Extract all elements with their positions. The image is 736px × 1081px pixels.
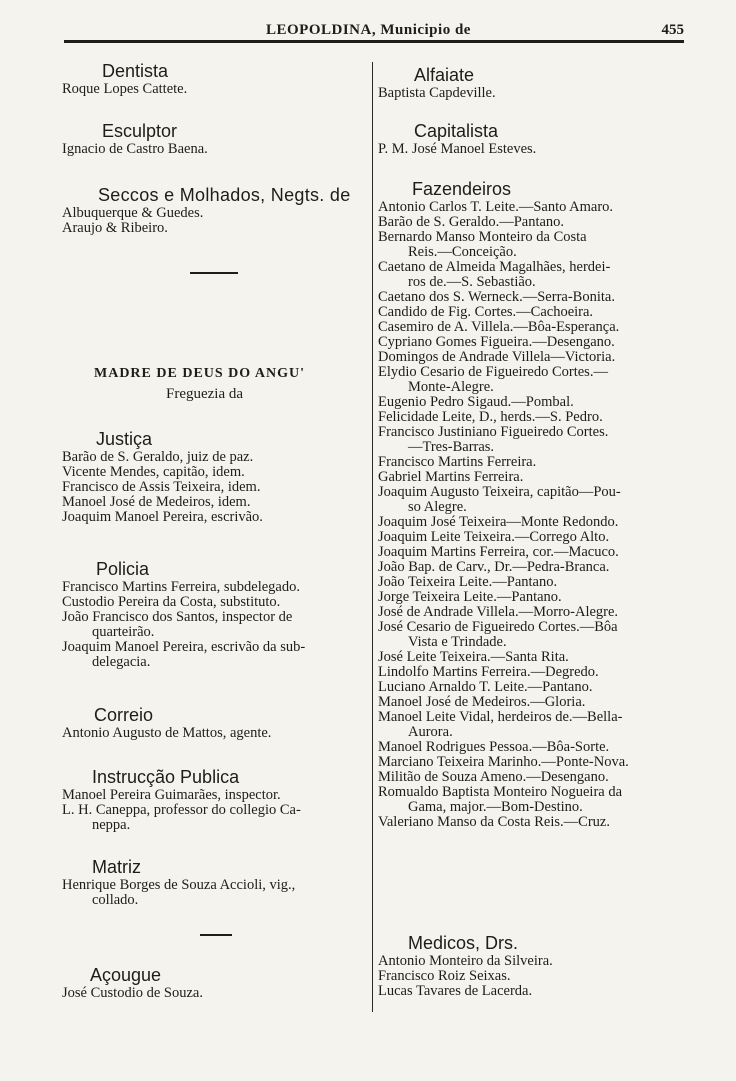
list-item: João Bap. de Carv., Dr.—Pedra-Branca. (378, 560, 610, 575)
list-item: Elydio Cesario de Figueiredo Cortes.— (378, 365, 608, 380)
list-item: Araujo & Ribeiro. (62, 221, 168, 236)
list-item: —Tres-Barras. (408, 440, 495, 455)
list-item: João Teixeira Leite.—Pantano. (378, 575, 558, 590)
list-item: Gabriel Martins Ferreira. (378, 470, 524, 485)
list-item: Felicidade Leite, D., herds.—S. Pedro. (378, 410, 603, 425)
list-item: Manoel José de Medeiros.—Gloria. (378, 695, 586, 710)
list-item: Francisco Justiniano Figueiredo Cortes. (378, 425, 609, 440)
list-item: Henrique Borges de Souza Accioli, vig., (62, 878, 296, 893)
section-fazendeiros (378, 178, 684, 830)
section-heading: Instrucção Publica (92, 767, 240, 787)
section-instruccao (62, 766, 368, 833)
section-correio (62, 704, 368, 741)
section-heading: Alfaiate (414, 65, 475, 85)
column-divider (372, 62, 373, 1012)
list-item: Domingos de Andrade Villela—Victoria. (378, 350, 616, 365)
list-item: Eugenio Pedro Sigaud.—Pombal. (378, 395, 574, 410)
section-matriz (62, 856, 368, 908)
parish-title: MADRE DE DEUS DO ANGU' (94, 366, 306, 381)
section-capitalista (378, 120, 684, 157)
list-item: Lindolfo Martins Ferreira.—Degredo. (378, 665, 599, 680)
list-item: Manoel José de Medeiros, idem. (62, 495, 251, 510)
list-item: neppa. (92, 818, 131, 833)
section-heading: Policia (96, 559, 150, 579)
list-item: Caetano dos S. Werneck.—Serra-Bonita. (378, 290, 615, 305)
list-item: Antonio Augusto de Mattos, agente. (62, 726, 272, 741)
freguezia-heading (62, 366, 368, 403)
list-item: Albuquerque & Guedes. (62, 206, 204, 221)
list-item: ros de.—S. Sebastião. (408, 275, 536, 290)
list-item: Francisco Roiz Seixas. (378, 969, 511, 984)
list-item: Militão de Souza Ameno.—Desengano. (378, 770, 609, 785)
list-item: Bernardo Manso Monteiro da Costa (378, 230, 587, 245)
parish-subtitle: Freguezia da (166, 386, 244, 402)
list-item: Manoel Pereira Guimarães, inspector. (62, 788, 281, 803)
page-header (64, 20, 684, 40)
list-item: José Cesario de Figueiredo Cortes.—Bôa (378, 620, 618, 635)
separator-rule (200, 934, 232, 936)
list-item: collado. (92, 893, 139, 908)
list-item: Custodio Pereira da Costa, substituto. (62, 595, 281, 610)
section-heading: Fazendeiros (412, 179, 512, 199)
list-item: Joaquim Leite Teixeira.—Corrego Alto. (378, 530, 610, 545)
section-heading: Matriz (92, 857, 141, 877)
section-alfaiate (378, 64, 684, 101)
list-item: Gama, major.—Bom-Destino. (408, 800, 583, 815)
section-heading: Justiça (96, 429, 153, 449)
separator-rule (190, 272, 238, 274)
list-item: Candido de Fig. Cortes.—Cachoeira. (378, 305, 594, 320)
list-item: Manoel Leite Vidal, herdeiros de.—Bella- (378, 710, 623, 725)
list-item: Valeriano Manso da Costa Reis.—Cruz. (378, 815, 610, 830)
list-item: Romualdo Baptista Monteiro Nogueira da (378, 785, 623, 800)
list-item: quarteirão. (92, 625, 155, 640)
list-item: Monte-Alegre. (408, 380, 494, 395)
list-item: so Alegre. (408, 500, 467, 515)
list-item: Francisco de Assis Teixeira, idem. (62, 480, 261, 495)
list-item: Vicente Mendes, capitão, idem. (62, 465, 245, 480)
list-item: José Custodio de Souza. (62, 986, 203, 1001)
page-number: 455 (661, 22, 684, 38)
section-justica (62, 428, 368, 525)
list-item: Marciano Teixeira Marinho.—Ponte-Nova. (378, 755, 629, 770)
list-item: Aurora. (408, 725, 453, 740)
list-item: Manoel Rodrigues Pessoa.—Bôa-Sorte. (378, 740, 610, 755)
section-heading: Correio (94, 705, 154, 725)
list-item: Jorge Teixeira Leite.—Pantano. (378, 590, 562, 605)
list-item: Barão de S. Geraldo, juiz de paz. (62, 450, 254, 465)
header-rule (64, 40, 684, 43)
list-item: Francisco Martins Ferreira. (378, 455, 537, 470)
section-policia (62, 558, 368, 670)
section-acougue (62, 964, 368, 1001)
list-item: Lucas Tavares de Lacerda. (378, 984, 533, 999)
section-dentista (62, 60, 368, 97)
list-item: Joaquim Martins Ferreira, cor.—Macuco. (378, 545, 619, 560)
list-item: Luciano Arnaldo T. Leite.—Pantano. (378, 680, 593, 695)
running-title: LEOPOLDINA, Municipio de (266, 22, 471, 38)
list-item: Joaquim Augusto Teixeira, capitão—Pou- (378, 485, 621, 500)
list-item: Barão de S. Geraldo.—Pantano. (378, 215, 565, 230)
list-item: Roque Lopes Cattete. (62, 82, 188, 97)
list-item: Joaquim José Teixeira—Monte Redondo. (378, 515, 619, 530)
list-item: Reis.—Conceição. (408, 245, 517, 260)
list-item: Vista e Trindade. (408, 635, 507, 650)
section-heading: Açougue (90, 965, 162, 985)
list-item: Antonio Monteiro da Silveira. (378, 954, 553, 969)
list-item: Joaquim Manoel Pereira, escrivão da sub- (62, 640, 306, 655)
list-item: delegacia. (92, 655, 151, 670)
list-item: Casemiro de A. Villela.—Bôa-Esperança. (378, 320, 620, 335)
list-item: Baptista Capdeville. (378, 86, 496, 101)
list-item: Caetano de Almeida Magalhães, herdei- (378, 260, 611, 275)
section-seccos (62, 184, 368, 236)
list-item: Joaquim Manoel Pereira, escrivão. (62, 510, 263, 525)
list-item: L. H. Caneppa, professor do collegio Ca- (62, 803, 301, 818)
list-item: Ignacio de Castro Baena. (62, 142, 208, 157)
list-item: Antonio Carlos T. Leite.—Santo Amaro. (378, 200, 614, 215)
section-heading: Capitalista (414, 121, 499, 141)
list-item: João Francisco dos Santos, inspector de (62, 610, 293, 625)
section-medicos (378, 932, 684, 999)
list-item: Cypriano Gomes Figueira.—Desengano. (378, 335, 615, 350)
section-heading: Esculptor (102, 121, 178, 141)
list-item: José Leite Teixeira.—Santa Rita. (378, 650, 569, 665)
list-item: José de Andrade Villela.—Morro-Alegre. (378, 605, 619, 620)
section-heading: Dentista (102, 61, 169, 81)
section-esculptor (62, 120, 368, 157)
section-heading: Seccos e Molhados, Negts. de (98, 185, 351, 205)
list-item: P. M. José Manoel Esteves. (378, 142, 537, 157)
section-heading: Medicos, Drs. (408, 933, 519, 953)
list-item: Francisco Martins Ferreira, subdelegado. (62, 580, 300, 595)
